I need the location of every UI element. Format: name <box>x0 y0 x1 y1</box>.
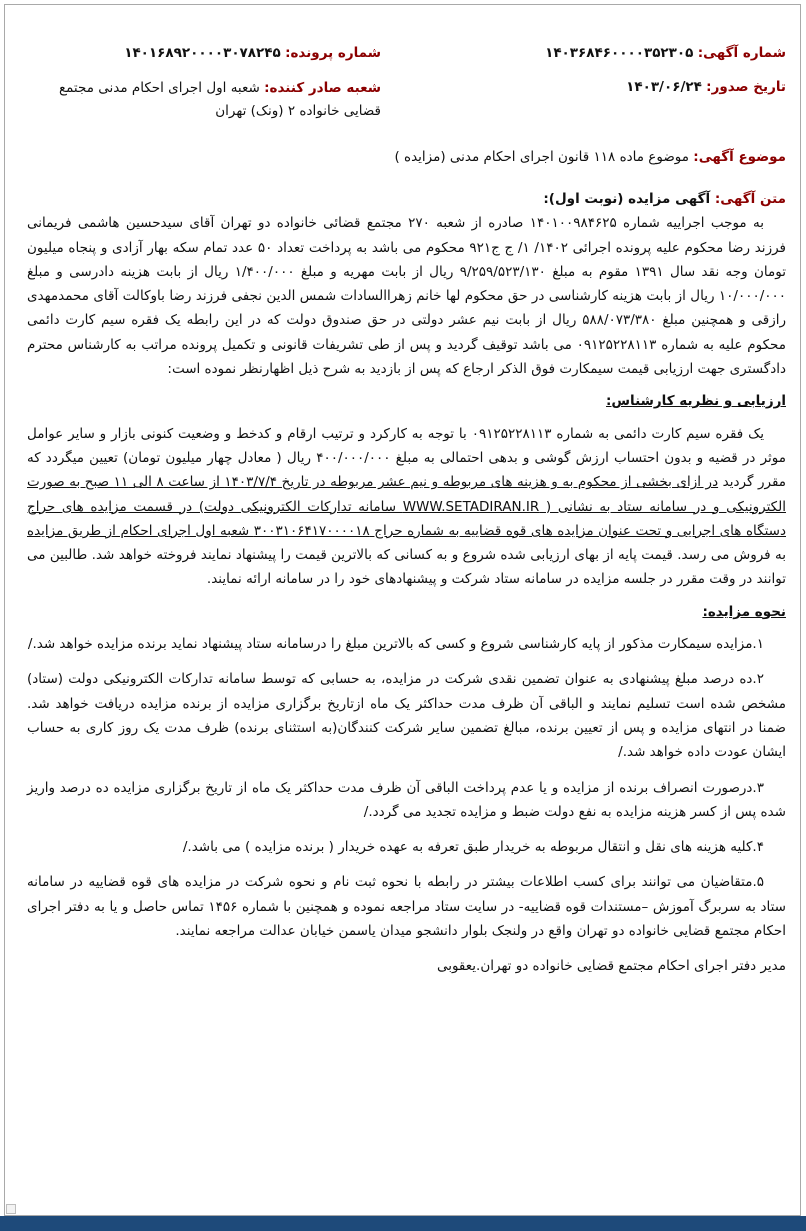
expert-paragraph <box>27 422 786 592</box>
issuer-label: شعبه صادر کننده: <box>264 80 381 96</box>
ad-title-text: آگهی مزایده (نوبت اول): <box>543 191 711 207</box>
issue-date-value: ۱۴۰۳/۰۶/۲۴ <box>626 79 702 95</box>
subject <box>394 149 786 165</box>
intro-paragraph: به موجب اجراییه شماره ۱۴۰۱۰۰۹۸۴۶۲۵ صادره از شعبه ۲۷۰ مجتمع قضائی خانواده دو تهران آقای سیدحسین هاشمی فریمانی فرزند رضا محکوم علیه پرونده اجرائی ۱۴۰۲/ ۱/ ج ج۹۲۱ محکوم می باشد به پرداخت تعداد ۵۰ عدد تمام سکه بهار آزادی و پنجاه میلیون تومان وجه نقد سال ۱۳۹۱ مقوم به مبلغ ۹/۲۵۹/۵۲۳/۱۳۰ ریال از بابت مهریه و مبلغ ۱/۴۰۰/۰۰۰ ریال از بابت هزینه دادرسی و مبلغ ۱۰/۰۰۰/۰۰۰ ریال از بابت هزینه کارشناسی در حق محکوم لها خانم زهراالسادات شمس الدین نجفی فرزند رضا باوکالت آقای محمدمهدی رازقی و همچنین مبلغ ۵۸۸/۰۷۳/۳۸۰ ریال از بابت نیم عشر دولتی در حق صندوق دولت که در این رابطه یک فقره سیم کارت دائمی محکوم علیه به شماره ۰۹۱۲۵۲۲۸۱۱۳ می باشد توقیف گردید و پس از طی تشریفات قانونی و تکمیل پرونده مراتب به کارشناس محترم دادگستری جهت ارزیابی قیمت سیمکارت فوق الذکر ارجاع که پس از بازدید به شرح ذیل اظهارنظر نموده است: <box>27 215 786 378</box>
resize-grip[interactable] <box>6 1204 16 1214</box>
issuer <box>21 77 381 123</box>
ad-text-label: متن آگهی: <box>714 191 786 207</box>
auction-details-underlined: در ازای بخشی از محکوم به و هزینه های مربوطه و نیم عشر مربوطه در تاریخ ۱۴۰۳/۷/۴ از ساعت ۸ الی ۱۱ صبح به صورت الکترونیکی و در سامانه ستاد به نشانی ( WWW.SETADIRAN.IR سامانه تدارکات الکترونیکی دولت) در قسمت مزایده های حراج دستگاه های اجرایی و تحت عنوان مزایده های قوه قضاییه به شماره حراج ۳۰۰۳۱۰۶۴۱۷۰۰۰۰۱۸ شعبه اول اجرای احکام از طریق مزایده <box>27 474 786 539</box>
expert-text-start: یک فقره سیم کارت دائمی به شماره ۰۹۱۲۵۲۲۸۱۱۳ با توجه به کارکرد و ترتیب ارقام و کدخط و وضعیت کنونی بازار و سایر عوامل موثر در قضیه و بدون احتساب ارزش گوشی و بدهی احتمالی به مبلغ ۴۰۰/۰۰۰/۰۰۰ ریال ( معادل چهار میلیون تومان) تعیین میگردد که مقرر گردید <box>27 425 786 491</box>
signature: مدیر دفتر اجرای احکام مجتمع قضایی خانواده دو تهران.یعقوبی <box>436 958 786 975</box>
subject-value: موضوع ماده ۱۱۸ قانون اجرای احکام مدنی (مزایده ) <box>394 149 689 165</box>
method-heading: نحوه مزایده: <box>702 603 786 620</box>
subject-label: موضوع آگهی: <box>693 149 786 165</box>
issue-date <box>626 77 786 97</box>
document-frame <box>4 4 801 1216</box>
method-item-1: ۱.مزایده سیمکارت مذکور از پایه کارشناسی شروع و کسی که بالاترین مبلغ را درسامانه ستاد پیشنهاد نماید برنده مزایده خواهد شد./ <box>27 636 764 653</box>
file-number-label: شماره پرونده: <box>285 45 381 61</box>
file-number-value: ۱۴۰۱۶۸۹۲۰۰۰۰۳۰۷۸۲۴۵ <box>124 45 281 61</box>
ad-title <box>27 187 786 211</box>
file-number <box>124 43 381 63</box>
taskbar-strip <box>0 1216 806 1231</box>
document-content <box>27 5 786 1215</box>
expert-heading: ارزیابی و نظریه کارشناس: <box>606 393 786 410</box>
ad-number <box>545 43 786 63</box>
ad-number-label: شماره آگهی: <box>697 45 786 61</box>
ad-body <box>27 187 786 979</box>
expert-text-end: به فروش می رسد. قیمت پایه از بهای ارزیابی شده شروع و به کسانی که بالاترین قیمت را پیشنهاد نمایند فروخته خواهد شد. طالبین می توانند در وقت مقرر در جلسه مزایده در سامانه ستاد شرکت و پیشنهادهای خود را در سامانه ارائه نمایند. <box>27 547 786 588</box>
issuer-value: شعبه اول اجرای احکام مدنی مجتمع قضایی خانواده ۲ (ونک) تهران <box>58 80 381 119</box>
ad-number-value: ۱۴۰۳۶۸۴۶۰۰۰۰۳۵۲۳۰۵ <box>545 45 694 61</box>
method-item-4: ۴.کلیه هزینه های نقل و انتقال مربوطه به خریدار طبق تعرفه به عهده خریدار ( برنده مزایده ) می باشد./ <box>182 839 764 856</box>
issue-date-label: تاریخ صدور: <box>706 79 786 95</box>
method-item-3: ۳.درصورت انصراف برنده از مزایده و یا عدم پرداخت الباقی آن ظرف مدت حداکثر یک ماه از تاریخ برگزاری مزایده ده درصد واریز شده پس از کسر هزینه مزایده به نفع دولت ضبط و مزایده تجدید می گردد./ <box>27 779 786 820</box>
method-item-5: ۵.متقاضیان می توانند برای کسب اطلاعات بیشتر در رابطه با نحوه ثبت نام و نحوه شرکت در مزایده های قوه قضاییه در سامانه ستاد به سربرگ آموزش –مستندات قوه قضاییه- در سایت ستاد مراجعه نموده و همچنین با شماره ۱۴۵۶ تماس حاصل و یا به دفتر اجرای احکام مجتمع قضایی خانواده دو تهران واقع در ولنجک بلوار دانشجو میدان یاسمن خیابان عدالت مراجعه نمایند. <box>27 874 786 940</box>
method-item-2: ۲.ده درصد مبلغ پیشنهادی به عنوان تضمین نقدی شرکت در مزایده، به حسابی که توسط سامانه تدارکات الکترونیکی دولت (ستاد) مشخص شده است تسلیم نمایند و الباقی آن ظرف مدت حداکثر یک ماه ازتاریخ برگزاری مزایده از برنده مزایده دریافت خواهد شد. ضمنا در انتهای مزایده و پس از تعیین برنده، مبالغ تضمین سایر شرکت کنندگان(به استثنای برنده) ظرف مدت یک روز کاری به حساب ایشان عودت داده خواهد شد./ <box>27 671 786 761</box>
